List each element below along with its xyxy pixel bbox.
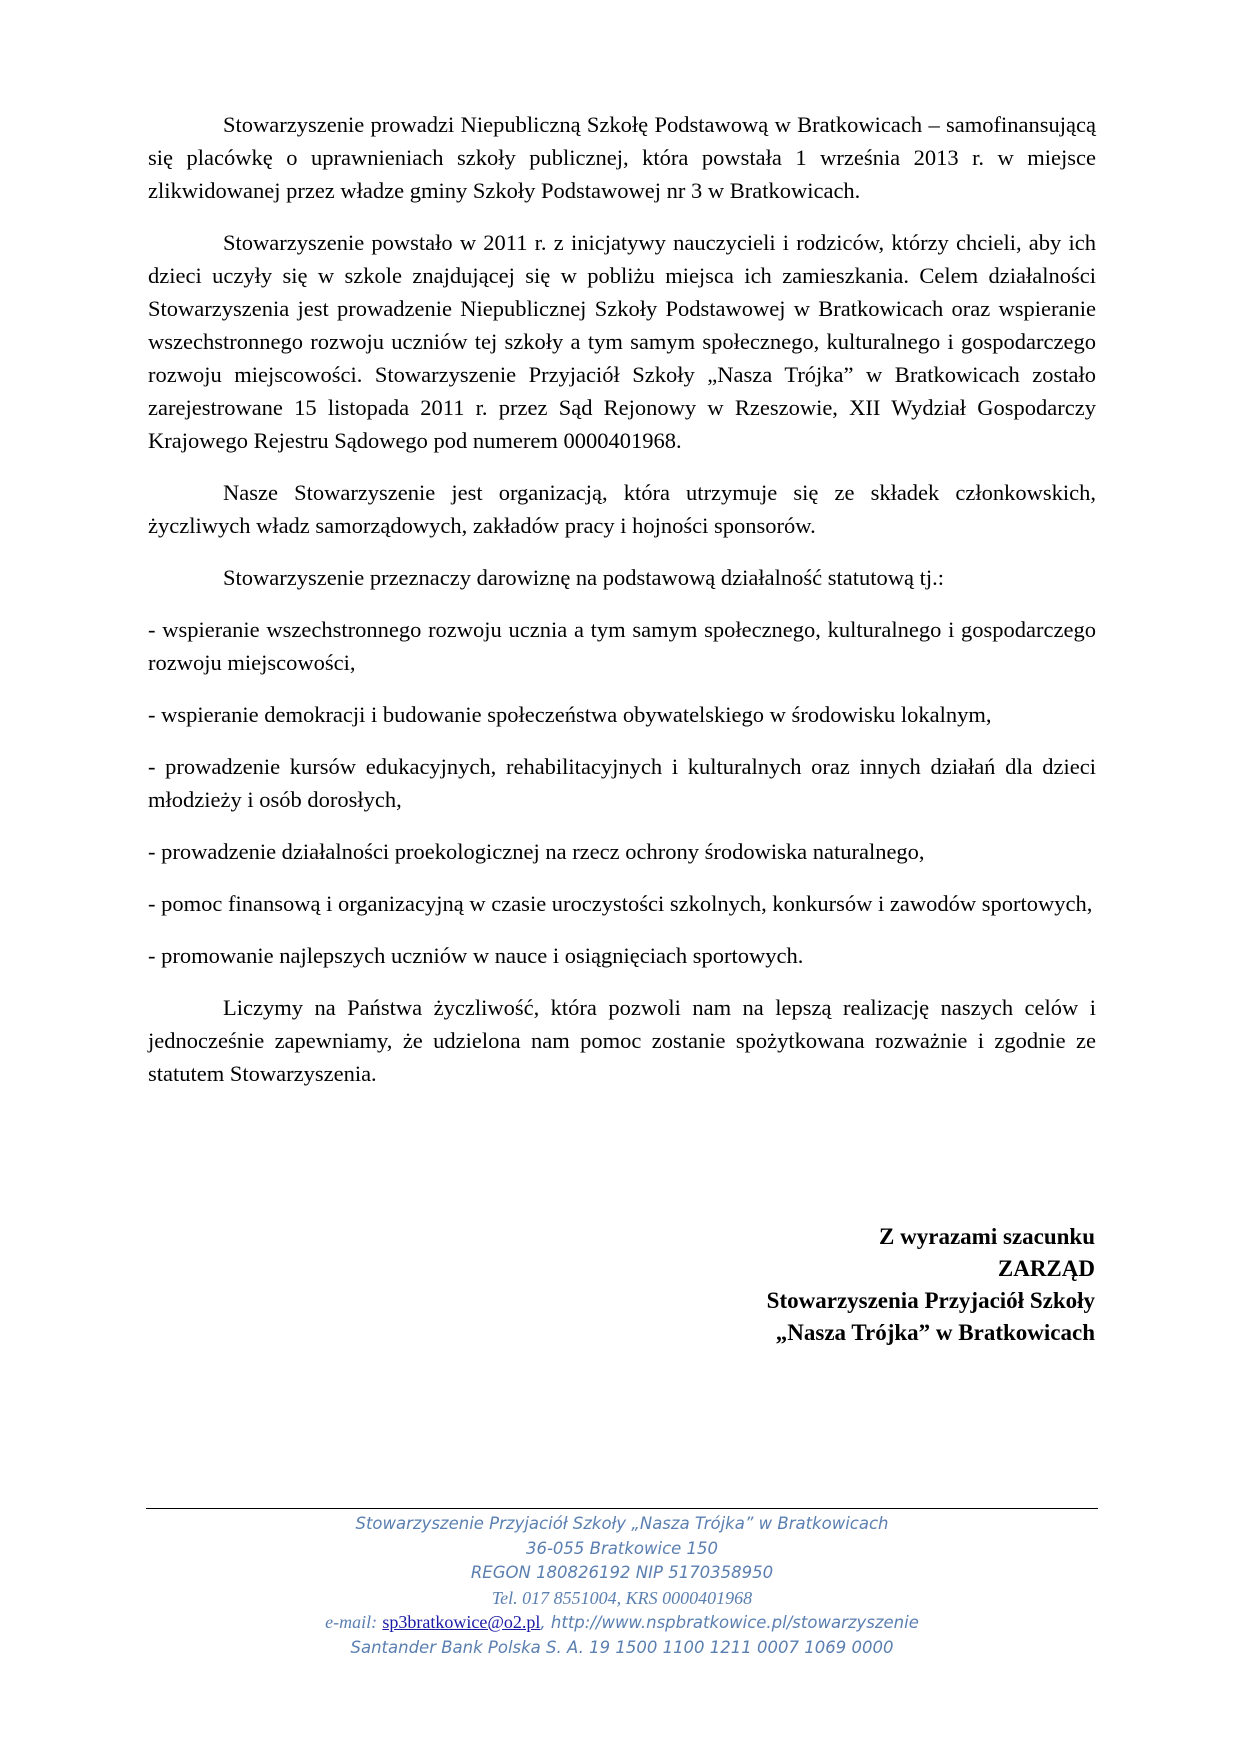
signature-organization-name: „Nasza Trójka” w Bratkowicach — [775, 1320, 1095, 1345]
footer-organization-name: Stowarzyszenie Przyjaciół Szkoły „Nasza Trójka” w Bratkowicach — [355, 1514, 889, 1533]
footer-regon: REGON 180826192 NIP 5170358950 — [470, 1563, 774, 1582]
paragraph-donation-purpose: Stowarzyszenie przeznaczy darowiznę na podstawową działalność statutową tj.: — [223, 565, 944, 590]
list-item: - wspieranie demokracji i budowanie społeczeństwa obywatelskiego w środowisku lokalnym, — [148, 702, 992, 727]
paragraph-school: Stowarzyszenie prowadzi Niepubliczną Szkołę Podstawową w Bratkowicach – samofinansującą się placówkę o uprawnieniach szkoły publicznej, która powstała 1 września 2013 r. w miejsce zlikwidowanej przez władze gminy Szkoły Podstawowej nr 3 w Bratkowicach. — [148, 112, 1096, 203]
list-item: - prowadzenie działalności proekologicznej na rzecz ochrony środowiska naturalnego, — [148, 839, 925, 864]
signature-greeting: Z wyrazami szacunku — [879, 1224, 1095, 1249]
footer-email-link[interactable]: sp3bratkowice@o2.pl — [382, 1612, 541, 1632]
list-item: - wspieranie wszechstronnego rozwoju ucznia a tym samym społecznego, kulturalnego i gospodarczego rozwoju miejscowości, — [148, 617, 1096, 675]
list-item: - pomoc finansową i organizacyjną w czasie uroczystości szkolnych, konkursów i zawodów sportowych, — [148, 891, 1093, 916]
footer — [146, 1512, 1098, 1660]
paragraph-closing: Liczymy na Państwa życzliwość, która pozwoli nam na lepszą realizację naszych celów i jednocześnie zapewniamy, że udzielona nam pomoc zostanie spożytkowana rozważnie i zgodnie ze statutem Stowarzyszenia. — [148, 995, 1096, 1086]
footer-bank-account: Santander Bank Polska S. A. 19 1500 1100 1211 0007 1069 0000 — [350, 1637, 894, 1657]
paragraph-funding: Nasze Stowarzyszenie jest organizacją, która utrzymuje się ze składek członkowskich, życzliwych władz samorządowych, zakładów pracy i hojności sponsorów. — [148, 480, 1096, 538]
signature-organization: Stowarzyszenia Przyjaciół Szkoły — [766, 1288, 1095, 1313]
signature-block — [767, 1221, 1095, 1349]
signature-board: ZARZĄD — [997, 1256, 1095, 1281]
footer-website[interactable]: , http://www.nspbratkowice.pl/stowarzyszenie — [540, 1613, 919, 1632]
list-item: - prowadzenie kursów edukacyjnych, rehabilitacyjnych i kulturalnych oraz innych działań dla dzieci młodzieży i osób dorosłych, — [148, 754, 1096, 812]
footer-phone: Tel. 017 8551004, KRS 0000401968 — [491, 1587, 753, 1608]
paragraph-history: Stowarzyszenie powstało w 2011 r. z inicjatywy nauczycieli i rodziców, którzy chcieli, aby ich dzieci uczyły się w szkole znajdującej się w pobliżu miejsca ich zamieszkania. Celem działalności Stowarzyszenia jest prowadzenie Niepublicznej Szkoły Podstawowej w Bratkowicach oraz wspieranie wszechstronnego rozwoju uczniów tej szkoły a tym samym społecznego, kulturalnego i gospodarczego rozwoju miejscowości. Stowarzyszenie Przyjaciół Szkoły „Nasza Trójka” w Bratkowicach zostało zarejestrowane 15 listopada 2011 r. przez Sąd Rejonowy w Rzeszowie, XII Wydział Gospodarczy Krajowego Rejestru Sądowego pod numerem 0000401968. — [148, 230, 1096, 453]
footer-email-label: e-mail: — [325, 1612, 378, 1632]
footer-divider — [146, 1508, 1098, 1509]
letter-body — [148, 108, 1096, 1109]
list-item: - promowanie najlepszych uczniów w nauce i osiągnięciach sportowych. — [148, 943, 804, 968]
footer-contact-line — [146, 1610, 1098, 1636]
footer-address: 36-055 Bratkowice 150 — [525, 1538, 719, 1558]
